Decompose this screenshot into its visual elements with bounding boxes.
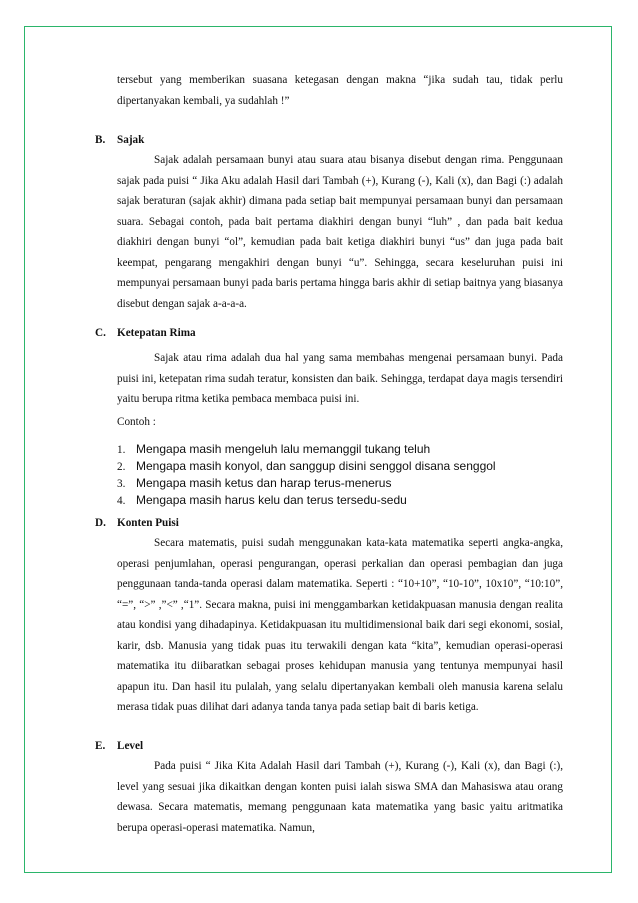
list-number: 3.	[117, 478, 126, 490]
section-letter: E.	[95, 740, 106, 752]
list-item	[117, 458, 496, 475]
sajak-paragraph: Sajak adalah persamaan bunyi atau suara atau bisanya disebut dengan rima. Penggunaan sajak pada puisi “ Jika Aku adalah Hasil dari Tambah (+), Kurang (-), Kali (x), dan Bagi (:) adalah sajak beraturan (sajak akhir) dimana pada setiap bait mempunyai persamaan bunyi dan persamaan suara. Sebagai contoh, pada bait pertama diakhiri dengan bunyi “luh” , dan pada bait kedua diakhiri dengan bunyi “ol”, kemudian pada bait ketiga diakhiri bunyi “us” dan juga pada bait keempat, pengarang mengakhiri dengan bunyi “u”. Sehingga, secara keseluruhan puisi ini mempunyai persamaan bunyi pada baris pertama hingga baris akhir di setiap baitnya yang biasanya disebut dengan sajak a-a-a-a.	[117, 154, 563, 310]
list-text: Mengapa masih harus kelu dan terus tersedu-sedu	[136, 493, 407, 507]
section-letter: C.	[95, 327, 106, 339]
section-letter: B.	[95, 134, 106, 146]
section-letter: D.	[95, 517, 106, 529]
list-number: 4.	[117, 495, 126, 507]
list-text: Mengapa masih mengeluh lalu memanggil tukang teluh	[136, 442, 431, 456]
list-text: Mengapa masih ketus dan harap terus-menerus	[136, 476, 392, 490]
list-number: 1.	[117, 444, 126, 456]
section-title: Ketepatan Rima	[117, 327, 196, 339]
section-heading-level	[95, 740, 143, 752]
list-number: 2.	[117, 461, 126, 473]
section-heading-ketepatan-rima	[95, 327, 196, 339]
list-item	[117, 441, 496, 458]
list-item	[117, 475, 496, 492]
list-item	[117, 492, 496, 509]
list-text: Mengapa masih konyol, dan sanggup disini senggol disana senggol	[136, 459, 496, 473]
intro-paragraph: tersebut yang memberikan suasana ketegasan dengan makna “jika sudah tau, tidak perlu dipertanyakan kembali, ya sudahlah !”	[117, 74, 563, 107]
section-title: Level	[117, 740, 144, 752]
section-title: Konten Puisi	[117, 517, 179, 529]
contoh-label: Contoh :	[117, 416, 156, 428]
ketepatan-rima-paragraph: Sajak atau rima adalah dua hal yang sama membahas mengenai persamaan bunyi. Pada puisi ini, ketepatan rima sudah teratur, konsisten dan baik. Sehingga, terdapat daya magis tersendiri yaitu berupa ritma ketika pembaca membaca puisi ini.	[117, 352, 563, 405]
rima-examples-list	[117, 441, 496, 509]
konten-puisi-paragraph: Secara matematis, puisi sudah menggunakan kata-kata matematika seperti angka-angka, operasi penjumlahan, operasi pengurangan, operasi perkalian dan operasi pembagian dan juga penggunaan tanda-tanda operasi dalam matematika. Seperti : “10+10”, “10-10”, 10x10”, “10:10”, “=”, “>” ,”<” ,“1”. Secara makna, puisi ini menggambarkan ketidakpuasan manusia dengan realita atau kondisi yang dihadapinya. Ketidakpuasan itu multidimensional baik dari segi ekonomi, sosial, karir, dsb. Manusia yang tidak puas itu terwakili dengan kata “kita”, kemudian operasi-operasi matematika itu diibaratkan sebagai proses kehidupan manusia yang tentunya mempunyai hasil apapun itu. Dan hasil itu pulalah, yang selalu dipertanyakan kembali oleh manusia karena selalu merasa tidak puas dilihat dari adanya tanda tanya pada setiap bait di baris ketiga.	[117, 537, 563, 713]
section-heading-sajak	[95, 134, 144, 146]
section-title: Sajak	[117, 134, 145, 146]
level-paragraph: Pada puisi “ Jika Kita Adalah Hasil dari Tambah (+), Kurang (-), Kali (x), dan Bagi (:), level yang sesuai jika dikaitkan dengan konten puisi ialah siswa SMA dan Mahasiswa atau orang dewasa. Secara matematis, memang penggunaan kata matematika yang basic yaitu aritmatika berupa operasi-operasi matematika. Namun,	[117, 760, 563, 834]
section-heading-konten-puisi	[95, 517, 179, 529]
